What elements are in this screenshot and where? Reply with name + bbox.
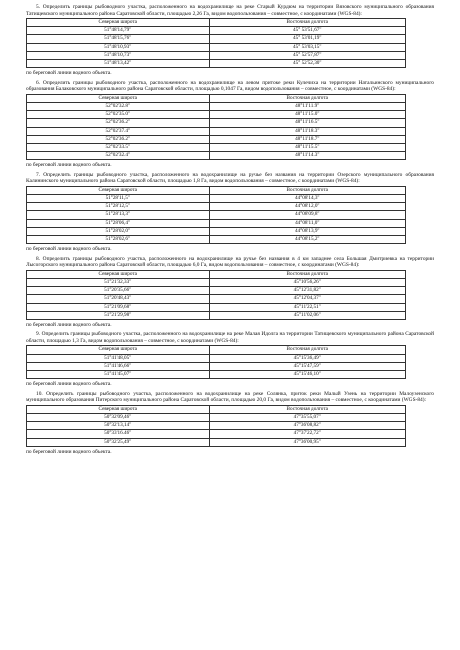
latitude-cell: 52°02'35.0" [27, 111, 210, 119]
latitude-cell: 51°21'09,68" [27, 303, 210, 311]
longitude-cell: 45°15'46,10" [209, 371, 405, 379]
longitude-cell: 45° 52'57,87" [209, 51, 405, 59]
table-row [27, 303, 406, 311]
table-header-row [27, 186, 406, 194]
table-row [27, 135, 406, 143]
latitude-cell: 51°48'14,79" [27, 27, 210, 35]
longitude-cell: 48°11'15.0" [209, 111, 405, 119]
section-paragraph: 9. Определить границы рыбоводного участка, расположенного на водохранилище на реке Малая Идолга на территории Татищевского муниципального района Саратовской области, площадью 1,3 Га, видом водопользования – совместное, с координатами (WGS-84): [26, 331, 434, 344]
table-row [27, 219, 406, 227]
latitude-cell: 52°02'32.8" [27, 102, 210, 110]
latitude-cell: 51°21'32,33" [27, 278, 210, 286]
latitude-cell: 51°28'02,0" [27, 227, 210, 235]
longitude-cell: 48°11'18.7" [209, 135, 405, 143]
latitude-cell: 51°28'06,4" [27, 219, 210, 227]
latitude-header: Северная широта [27, 405, 210, 413]
table-header-row [27, 270, 406, 278]
shoreline-note: по береговой линии водного объекта. [26, 70, 112, 77]
table-row [27, 143, 406, 151]
longitude-cell: 45°15'47,59" [209, 362, 405, 370]
table-row [27, 27, 406, 35]
longitude-cell: 47°37'22,72" [209, 430, 405, 438]
table-row [27, 354, 406, 362]
latitude-header: Северная широта [27, 186, 210, 194]
table-row [27, 414, 406, 422]
latitude-header: Северная широта [27, 94, 210, 102]
table-row [27, 287, 406, 295]
shoreline-note: по береговой линии водного объекта. [26, 381, 112, 388]
table-row [27, 362, 406, 370]
table-row [27, 195, 406, 203]
longitude-cell: 45° 53'03,15" [209, 43, 405, 51]
shoreline-note: по береговой линии водного объекта. [26, 321, 112, 328]
table-row [27, 438, 406, 446]
table-row [27, 422, 406, 430]
latitude-cell: 52°02'36.2" [27, 135, 210, 143]
longitude-cell: 45°12'04,37" [209, 295, 405, 303]
latitude-cell: 51°48'15,76" [27, 35, 210, 43]
latitude-cell: 51°48'10,93" [27, 43, 210, 51]
table-row [27, 60, 406, 68]
section-paragraph: 7. Определить границы рыбоводного участка, расположенного на водохранилище на ручье без названия на территории Озерского муниципального образования Калининского муниципального района Саратовской области, площадью 1,8 Га, видом водопользования – совместное, с координатами (WGS-84): [26, 171, 434, 185]
longitude-cell: 47°36'00,95" [209, 438, 405, 446]
latitude-cell: 51°28'11,5" [27, 195, 210, 203]
latitude-header: Северная широта [27, 270, 210, 278]
table-row [27, 227, 406, 235]
table-header-row [27, 94, 406, 102]
latitude-cell: 51°28'13,3" [27, 211, 210, 219]
table-row [27, 295, 406, 303]
latitude-cell: 50°32'25,49" [27, 438, 210, 446]
table-row [27, 51, 406, 59]
longitude-header: Восточная долгота [209, 346, 405, 354]
table-row [27, 35, 406, 43]
shoreline-note: по береговой линии водного объекта. [26, 246, 112, 253]
coordinates-table [26, 94, 406, 161]
longitude-cell: 44°08'11,0" [209, 219, 405, 227]
latitude-cell: 51°20'35,66" [27, 287, 210, 295]
longitude-cell: 48°11'15.5" [209, 143, 405, 151]
longitude-cell: 44°08'09,8" [209, 211, 405, 219]
table-row [27, 278, 406, 286]
longitude-cell: 48°11'11.9" [209, 102, 405, 110]
table-header-row [27, 405, 406, 413]
latitude-cell: 50°32'09,46" [27, 414, 210, 422]
longitude-cell: 45°11'02,06" [209, 311, 405, 319]
table-header-row [27, 19, 406, 27]
longitude-cell: 47°36'08,82" [209, 422, 405, 430]
longitude-header: Восточная долгота [209, 270, 405, 278]
table-row [27, 236, 406, 244]
latitude-cell: 51°48'13,42" [27, 60, 210, 68]
latitude-cell: 50°33'16.46" [27, 430, 210, 438]
longitude-cell: 44°08'12,0" [209, 203, 405, 211]
latitude-cell: 51°41'46,66" [27, 362, 210, 370]
coordinates-table [26, 18, 406, 68]
table-row [27, 203, 406, 211]
coordinates-table [26, 405, 406, 447]
longitude-cell: 48°11'18.3" [209, 127, 405, 135]
latitude-cell: 51°48'10,73" [27, 51, 210, 59]
coordinates-table [26, 345, 406, 379]
longitude-cell: 44°08'15,2" [209, 236, 405, 244]
longitude-cell: 45° 52'52,30" [209, 60, 405, 68]
latitude-cell: 51°28'02,6" [27, 236, 210, 244]
latitude-cell: 51°41'48,05" [27, 354, 210, 362]
table-row [27, 119, 406, 127]
longitude-header: Восточная долгота [209, 19, 405, 27]
longitude-cell: 45°12'31,82" [209, 287, 405, 295]
table-row [27, 127, 406, 135]
latitude-cell: 52°02'36.2" [27, 119, 210, 127]
latitude-cell: 51°41'45,07" [27, 371, 210, 379]
table-row [27, 43, 406, 51]
latitude-cell: 51°21'29,98" [27, 311, 210, 319]
longitude-cell: 45°10'56,26" [209, 278, 405, 286]
table-row [27, 371, 406, 379]
section-paragraph: 6. Определить границы рыбоводного участка, расположенного на водохранилище на левом притоке реки Кулечиха на территории Натальинского муниципального образования Балаковского муниципального района Саратовской области, площадью 0,1047 Га, видом водопользования – совместное, с координатами (WGS-84): [26, 79, 434, 93]
latitude-header: Северная широта [27, 19, 210, 27]
table-header-row [27, 346, 406, 354]
longitude-cell: 48°11'14.3" [209, 152, 405, 160]
longitude-cell: 45°15'36,49" [209, 354, 405, 362]
table-row [27, 111, 406, 119]
latitude-cell: 52°02'37.4" [27, 127, 210, 135]
section-paragraph: 8. Определить границы рыбоводного участка, расположенного на водохранилище на ручье без названия в 4 км западнее села Большая Дмитриевка на территории Лысогорского муниципального района Саратовской области, площадью 6,0 Га, видом водопользования – совместное, с координатами (WGS-84): [26, 255, 434, 269]
latitude-cell: 52°02'32.4" [27, 152, 210, 160]
coordinates-table [26, 186, 406, 244]
section-paragraph: 5. Определить границы рыбоводного участка, расположенного на водохранилище на реке Старый Курдюм на территории Вязовского муниципального образования Татищевского муниципального района Саратовской области, площадью 2,26 Га, видом водопользования – совместное, с координатами (WGS-84): [26, 4, 434, 17]
latitude-cell: 51°28'12,5" [27, 203, 210, 211]
table-row [27, 152, 406, 160]
latitude-cell: 52°02'33.5" [27, 143, 210, 151]
latitude-header: Северная широта [27, 346, 210, 354]
longitude-header: Восточная долгота [209, 94, 405, 102]
latitude-cell: 51°20'48,43" [27, 295, 210, 303]
table-row [27, 430, 406, 438]
longitude-cell: 44°08'14,3" [209, 195, 405, 203]
longitude-cell: 48°11'16.5" [209, 119, 405, 127]
longitude-cell: 47°35'55,07" [209, 414, 405, 422]
shoreline-note: по береговой линии водного объекта. [26, 448, 112, 455]
longitude-cell: 45° 53'01,19" [209, 35, 405, 43]
table-row [27, 311, 406, 319]
latitude-cell: 50°32'13,14" [27, 422, 210, 430]
coordinates-table [26, 270, 406, 320]
section-paragraph: 10. Определить границы рыбоводного участка, расположенного на водохранилище на реке Солянка, приток реки Малый Узень на территории Малоузенского муниципального образования Питерского муниципального района Саратовской области, площадью 20,0 Га, видом водопользования – совместное, с координатами (WGS-84): [26, 390, 434, 404]
table-row [27, 102, 406, 110]
longitude-cell: 45°11'22,51" [209, 303, 405, 311]
table-row [27, 211, 406, 219]
longitude-cell: 45° 53'51,67" [209, 27, 405, 35]
longitude-cell: 44°08'13,9" [209, 227, 405, 235]
longitude-header: Восточная долгота [209, 405, 405, 413]
shoreline-note: по береговой линии водного объекта. [26, 162, 112, 169]
longitude-header: Восточная долгота [209, 186, 405, 194]
